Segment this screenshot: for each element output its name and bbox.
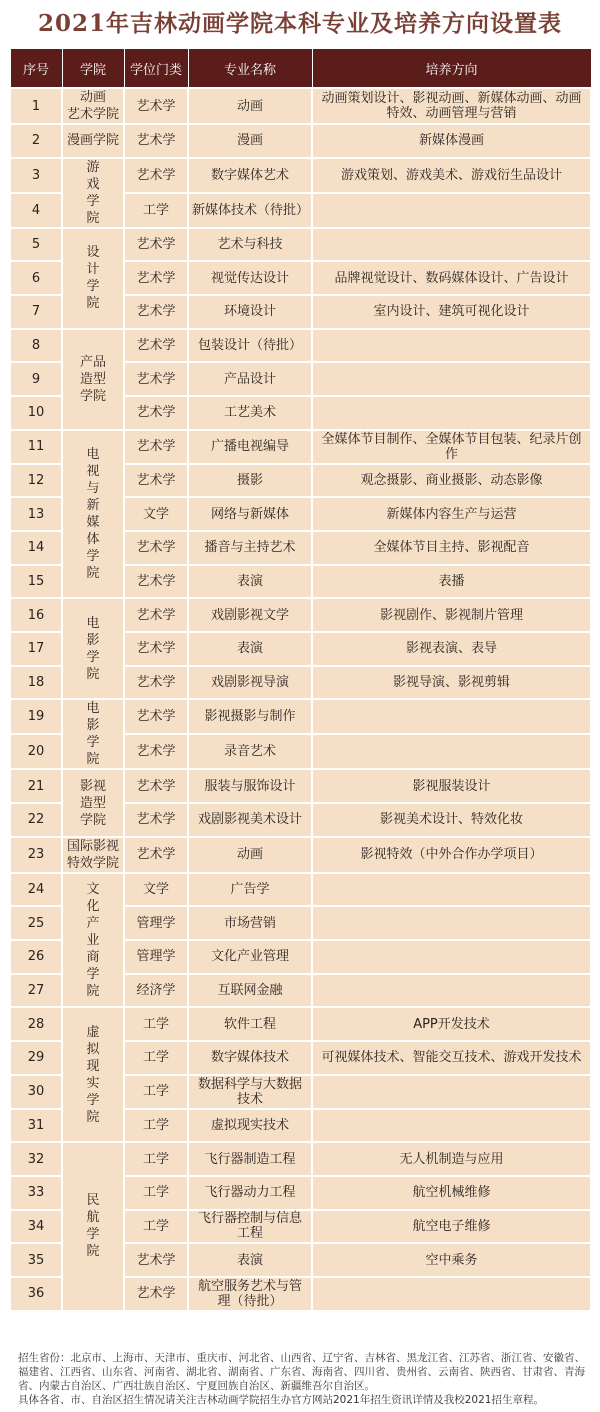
- row-direction: 观念摄影、商业摄影、动态影像: [312, 464, 591, 498]
- row-direction: 室内设计、建筑可视化设计: [312, 295, 591, 329]
- row-index: 12: [10, 464, 62, 498]
- row-college: 民 航 学 院: [62, 1142, 124, 1310]
- row-direction: [312, 1277, 591, 1311]
- row-index: 21: [10, 769, 62, 803]
- row-index: 4: [10, 193, 62, 228]
- row-direction: 表播: [312, 565, 591, 599]
- row-college: 国际影视 特效学院: [62, 837, 124, 873]
- row-direction: [312, 1075, 591, 1109]
- row-degree: 艺术学: [124, 362, 188, 396]
- row-major: 新媒体技术（待批）: [188, 193, 312, 228]
- row-major: 飞行器制造工程: [188, 1142, 312, 1176]
- row-index: 24: [10, 873, 62, 907]
- row-direction: 游戏策划、游戏美术、游戏衍生品设计: [312, 158, 591, 193]
- row-major: 航空服务艺术与管理（待批）: [188, 1277, 312, 1311]
- row-major: 数据科学与大数据技术: [188, 1075, 312, 1109]
- table-row: [10, 329, 591, 363]
- row-degree: 艺术学: [124, 666, 188, 700]
- table-row: [10, 158, 591, 193]
- row-major: 市场营销: [188, 906, 312, 940]
- row-index: 35: [10, 1243, 62, 1277]
- row-index: 23: [10, 837, 62, 873]
- row-index: 36: [10, 1277, 62, 1311]
- row-direction: 影视表演、表导: [312, 632, 591, 666]
- row-degree: 工学: [124, 193, 188, 228]
- row-college: 文 化 产 业 商 学 院: [62, 873, 124, 1008]
- row-index: 3: [10, 158, 62, 193]
- row-major: 互联网金融: [188, 974, 312, 1008]
- row-degree: 管理学: [124, 906, 188, 940]
- row-index: 11: [10, 430, 62, 464]
- table-header-row: [10, 49, 591, 89]
- table-row: [10, 228, 591, 262]
- row-index: 2: [10, 124, 62, 158]
- table-row: [10, 699, 591, 734]
- row-index: 8: [10, 329, 62, 363]
- row-college: 电 影 学 院: [62, 598, 124, 699]
- row-index: 28: [10, 1007, 62, 1041]
- row-degree: 艺术学: [124, 699, 188, 734]
- row-major: 广告学: [188, 873, 312, 907]
- row-direction: 影视特效（中外合作办学项目）: [312, 837, 591, 873]
- row-degree: 工学: [124, 1210, 188, 1244]
- table-row: [10, 88, 591, 124]
- row-college: 产品 造型 学院: [62, 329, 124, 430]
- row-major: 数字媒体技术: [188, 1041, 312, 1075]
- row-direction: 品牌视觉设计、数码媒体设计、广告设计: [312, 261, 591, 295]
- row-index: 7: [10, 295, 62, 329]
- row-major: 包装设计（待批）: [188, 329, 312, 363]
- row-major: 虚拟现实技术: [188, 1109, 312, 1143]
- row-major: 软件工程: [188, 1007, 312, 1041]
- row-index: 5: [10, 228, 62, 262]
- row-direction: 新媒体内容生产与运营: [312, 497, 591, 531]
- row-index: 18: [10, 666, 62, 700]
- row-index: 10: [10, 396, 62, 430]
- row-degree: 艺术学: [124, 734, 188, 769]
- row-degree: 经济学: [124, 974, 188, 1008]
- row-direction: 影视剧作、影视制片管理: [312, 598, 591, 632]
- row-direction: 全媒体节目主持、影视配音: [312, 531, 591, 565]
- row-major: 影视摄影与制作: [188, 699, 312, 734]
- header-index: 序号: [10, 49, 62, 89]
- row-major: 戏剧影视美术设计: [188, 803, 312, 837]
- row-major: 动画: [188, 837, 312, 873]
- table-row: [10, 1007, 591, 1041]
- row-major: 艺术与科技: [188, 228, 312, 262]
- row-direction: [312, 193, 591, 228]
- table-row: [10, 873, 591, 907]
- row-direction: 影视导演、影视剪辑: [312, 666, 591, 700]
- row-direction: [312, 873, 591, 907]
- table-row: [10, 769, 591, 803]
- row-direction: 影视美术设计、特效化妆: [312, 803, 591, 837]
- table-row: [10, 598, 591, 632]
- footer-notes: [18, 1351, 588, 1407]
- row-degree: 艺术学: [124, 158, 188, 193]
- row-degree: 工学: [124, 1142, 188, 1176]
- row-direction: [312, 699, 591, 734]
- row-major: 数字媒体艺术: [188, 158, 312, 193]
- row-major: 戏剧影视文学: [188, 598, 312, 632]
- row-major: 戏剧影视导演: [188, 666, 312, 700]
- row-major: 漫画: [188, 124, 312, 158]
- row-degree: 艺术学: [124, 430, 188, 464]
- row-direction: 影视服装设计: [312, 769, 591, 803]
- row-direction: [312, 362, 591, 396]
- row-index: 31: [10, 1109, 62, 1143]
- row-direction: [312, 329, 591, 363]
- row-major: 视觉传达设计: [188, 261, 312, 295]
- row-index: 19: [10, 699, 62, 734]
- row-index: 27: [10, 974, 62, 1008]
- row-degree: 艺术学: [124, 464, 188, 498]
- row-degree: 工学: [124, 1007, 188, 1041]
- footer-provinces: 招生省份：北京市、上海市、天津市、重庆市、河北省、山西省、辽宁省、吉林省、黑龙江省、江苏省、浙江省、安徽省、福建省、江西省、山东省、河南省、湖北省、湖南省、广东省、海南省、四川省、贵州省、云南省、陕西省、甘肃省、青海省、内蒙古自治区、广西壮族自治区、宁夏回族自治区、新疆维吾尔自治区。: [18, 1352, 585, 1392]
- row-index: 6: [10, 261, 62, 295]
- majors-table: [9, 48, 592, 1312]
- row-college: 影视 造型 学院: [62, 769, 124, 836]
- header-major: 专业名称: [188, 49, 312, 89]
- row-degree: 艺术学: [124, 598, 188, 632]
- page-title: 2021年吉林动画学院本科专业及培养方向设置表: [37, 10, 562, 37]
- row-direction: 新媒体漫画: [312, 124, 591, 158]
- majors-table-container: [9, 48, 590, 1312]
- row-index: 17: [10, 632, 62, 666]
- header-direction: 培养方向: [312, 49, 591, 89]
- row-index: 9: [10, 362, 62, 396]
- row-major: 录音艺术: [188, 734, 312, 769]
- table-row: [10, 1142, 591, 1176]
- row-degree: 艺术学: [124, 228, 188, 262]
- row-degree: 工学: [124, 1176, 188, 1210]
- row-major: 表演: [188, 565, 312, 599]
- row-major: 工艺美术: [188, 396, 312, 430]
- row-index: 13: [10, 497, 62, 531]
- row-index: 15: [10, 565, 62, 599]
- row-degree: 文学: [124, 497, 188, 531]
- row-college: 动画 艺术学院: [62, 88, 124, 124]
- row-major: 播音与主持艺术: [188, 531, 312, 565]
- row-degree: 艺术学: [124, 531, 188, 565]
- row-degree: 艺术学: [124, 565, 188, 599]
- row-direction: 航空电子维修: [312, 1210, 591, 1244]
- row-index: 14: [10, 531, 62, 565]
- row-college: 游 戏 学 院: [62, 158, 124, 228]
- header-college: 学院: [62, 49, 124, 89]
- table-row: [10, 837, 591, 873]
- row-degree: 艺术学: [124, 329, 188, 363]
- row-index: 34: [10, 1210, 62, 1244]
- row-degree: 艺术学: [124, 1243, 188, 1277]
- row-major: 产品设计: [188, 362, 312, 396]
- row-degree: 艺术学: [124, 803, 188, 837]
- row-index: 30: [10, 1075, 62, 1109]
- row-index: 1: [10, 88, 62, 124]
- row-index: 25: [10, 906, 62, 940]
- row-index: 26: [10, 940, 62, 974]
- row-major: 动画: [188, 88, 312, 124]
- row-major: 飞行器动力工程: [188, 1176, 312, 1210]
- row-index: 20: [10, 734, 62, 769]
- table-body: [10, 88, 591, 1311]
- row-degree: 艺术学: [124, 88, 188, 124]
- row-direction: [312, 940, 591, 974]
- row-direction: 航空机械维修: [312, 1176, 591, 1210]
- row-direction: 全媒体节目制作、全媒体节目包装、纪录片创作: [312, 430, 591, 464]
- row-degree: 工学: [124, 1109, 188, 1143]
- row-index: 33: [10, 1176, 62, 1210]
- row-degree: 艺术学: [124, 769, 188, 803]
- row-degree: 文学: [124, 873, 188, 907]
- row-major: 飞行器控制与信息工程: [188, 1210, 312, 1244]
- row-direction: 空中乘务: [312, 1243, 591, 1277]
- footer-notice: 具体各省、市、自治区招生情况请关注吉林动画学院招生办官方网站2021年招生资讯详情及我校2021招生章程。: [18, 1394, 544, 1406]
- row-degree: 工学: [124, 1075, 188, 1109]
- row-major: 环境设计: [188, 295, 312, 329]
- row-degree: 工学: [124, 1041, 188, 1075]
- row-degree: 艺术学: [124, 1277, 188, 1311]
- row-major: 广播电视编导: [188, 430, 312, 464]
- row-degree: 艺术学: [124, 261, 188, 295]
- row-index: 16: [10, 598, 62, 632]
- row-direction: [312, 1109, 591, 1143]
- row-index: 32: [10, 1142, 62, 1176]
- row-degree: 管理学: [124, 940, 188, 974]
- row-degree: 艺术学: [124, 837, 188, 873]
- table-row: [10, 430, 591, 464]
- row-college: 电 影 学 院: [62, 699, 124, 769]
- row-major: 表演: [188, 632, 312, 666]
- row-direction: [312, 734, 591, 769]
- row-major: 表演: [188, 1243, 312, 1277]
- row-degree: 艺术学: [124, 396, 188, 430]
- row-major: 网络与新媒体: [188, 497, 312, 531]
- row-college: 设 计 学 院: [62, 228, 124, 329]
- row-index: 22: [10, 803, 62, 837]
- row-college: 虚 拟 现 实 学 院: [62, 1007, 124, 1142]
- row-direction: [312, 228, 591, 262]
- row-major: 摄影: [188, 464, 312, 498]
- row-index: 29: [10, 1041, 62, 1075]
- row-direction: 无人机制造与应用: [312, 1142, 591, 1176]
- row-degree: 艺术学: [124, 124, 188, 158]
- row-major: 文化产业管理: [188, 940, 312, 974]
- row-degree: 艺术学: [124, 632, 188, 666]
- row-degree: 艺术学: [124, 295, 188, 329]
- row-college: 电 视 与 新 媒 体 学 院: [62, 430, 124, 598]
- table-row: [10, 124, 591, 158]
- row-direction: [312, 906, 591, 940]
- row-major: 服装与服饰设计: [188, 769, 312, 803]
- row-direction: 动画策划设计、影视动画、新媒体动画、动画特效、动画管理与营销: [312, 88, 591, 124]
- row-college: 漫画学院: [62, 124, 124, 158]
- row-direction: 可视媒体技术、智能交互技术、游戏开发技术: [312, 1041, 591, 1075]
- row-direction: APP开发技术: [312, 1007, 591, 1041]
- header-degree: 学位门类: [124, 49, 188, 89]
- row-direction: [312, 396, 591, 430]
- row-direction: [312, 974, 591, 1008]
